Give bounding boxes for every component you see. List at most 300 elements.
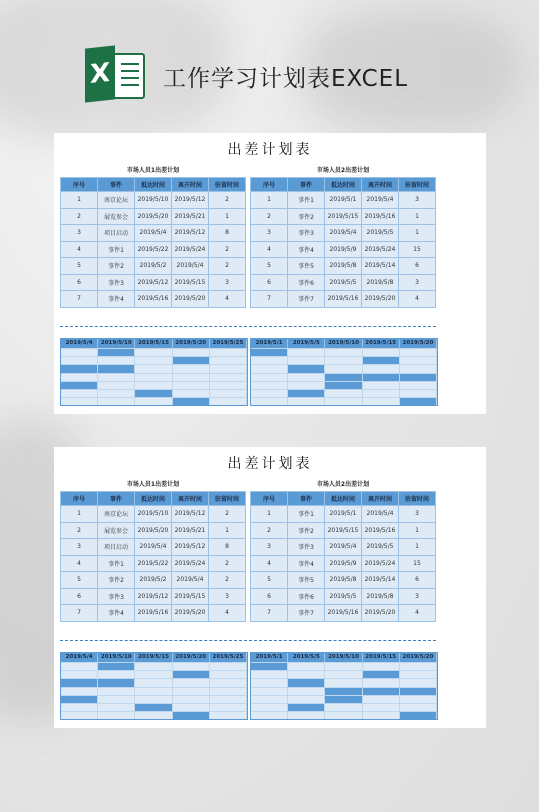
gantt-header xyxy=(61,339,247,348)
table-cell: 项目启动 xyxy=(98,225,135,242)
table-cell: 2 xyxy=(251,522,288,539)
table-cell: 2019/5/16 xyxy=(135,291,172,308)
table-cell: 事件4 xyxy=(288,555,325,572)
table-row xyxy=(61,225,246,242)
gantt-row xyxy=(61,348,247,356)
gantt-date-label: 2019/5/10 xyxy=(98,339,135,348)
table-cell: 2019/5/20 xyxy=(172,605,209,622)
gantt-cell xyxy=(251,356,288,364)
table-cell: 南京论坛 xyxy=(98,192,135,209)
table-cell: 2019/5/10 xyxy=(135,506,172,523)
table-row xyxy=(61,539,246,556)
column-header: 事件 xyxy=(288,492,325,506)
gantt-cell xyxy=(61,348,98,356)
gantt-row xyxy=(61,397,247,405)
gantt-row xyxy=(61,695,247,703)
excel-icon: X xyxy=(85,47,143,101)
gantt-cell xyxy=(98,389,135,397)
gantt-row xyxy=(61,703,247,711)
table-cell: 2 xyxy=(61,208,98,225)
table-cell: 5 xyxy=(251,572,288,589)
table-cell: 1 xyxy=(399,225,436,242)
gantt-row xyxy=(251,703,437,711)
table-cell: 2019/5/4 xyxy=(172,258,209,275)
table-cell: 事件1 xyxy=(98,555,135,572)
table-cell: 事件4 xyxy=(98,291,135,308)
table-cell: 7 xyxy=(251,291,288,308)
gantt-cell xyxy=(325,678,362,686)
table-cell: 2019/5/12 xyxy=(172,506,209,523)
table-row xyxy=(251,225,436,242)
table-cell: 南京论坛 xyxy=(98,506,135,523)
gantt-cell xyxy=(251,373,288,381)
table-cell: 2019/5/16 xyxy=(325,605,362,622)
gantt-cell xyxy=(400,348,437,356)
table-row xyxy=(251,506,436,523)
gantt-row xyxy=(61,662,247,670)
table-cell: 事件7 xyxy=(288,605,325,622)
table-cell: 3 xyxy=(399,274,436,291)
table-cell: 2019/5/2 xyxy=(135,258,172,275)
table-cell: 2019/5/15 xyxy=(172,588,209,605)
gantt-chart xyxy=(60,652,248,720)
gantt-cell xyxy=(98,687,135,695)
table-cell: 事件1 xyxy=(288,192,325,209)
gantt-cell xyxy=(400,670,437,678)
gantt-bar xyxy=(400,711,437,719)
table-cell: 3 xyxy=(251,539,288,556)
table-cell: 2019/5/20 xyxy=(135,522,172,539)
gantt-date-label: 2019/5/20 xyxy=(173,653,210,662)
table-cell: 5 xyxy=(251,258,288,275)
table-cell: 2019/5/8 xyxy=(362,588,399,605)
column-header: 离开时间 xyxy=(362,492,399,506)
gantt-cell xyxy=(173,678,210,686)
column-header: 驻留时间 xyxy=(209,492,246,506)
table-cell: 2019/5/8 xyxy=(325,258,362,275)
gantt-cell xyxy=(135,397,172,405)
gantt-row xyxy=(61,711,247,719)
table-cell: 1 xyxy=(399,539,436,556)
gantt-bar xyxy=(363,670,400,678)
table-row xyxy=(61,506,246,523)
table-cell: 3 xyxy=(209,274,246,291)
table-subtitle: 市场人员1出差计划 xyxy=(126,481,180,488)
gantt-cell xyxy=(173,373,210,381)
table-row xyxy=(251,605,436,622)
table-cell: 2019/5/9 xyxy=(325,241,362,258)
trip-table xyxy=(60,491,246,622)
gantt-cell xyxy=(400,695,437,703)
column-header: 驻留时间 xyxy=(399,492,436,506)
gantt-bar xyxy=(400,687,437,695)
table-cell: 2019/5/14 xyxy=(362,258,399,275)
gantt-row xyxy=(251,356,437,364)
table-cell: 2019/5/20 xyxy=(362,291,399,308)
gantt-bar xyxy=(325,373,362,381)
table-cell: 2019/5/24 xyxy=(362,555,399,572)
gantt-bar xyxy=(251,662,288,670)
table-row xyxy=(251,588,436,605)
table-cell: 2 xyxy=(209,241,246,258)
column-header: 驻留时间 xyxy=(209,178,246,192)
gantt-row xyxy=(61,364,247,372)
gantt-cell xyxy=(251,670,288,678)
gantt-cell xyxy=(363,703,400,711)
gantt-cell xyxy=(251,389,288,397)
gantt-cell xyxy=(98,711,135,719)
gantt-cell xyxy=(251,678,288,686)
gantt-cell xyxy=(98,397,135,405)
gantt-cell xyxy=(135,695,172,703)
column-header: 序号 xyxy=(61,178,98,192)
gantt-cell xyxy=(98,381,135,389)
gantt-row xyxy=(251,687,437,695)
column-header: 事件 xyxy=(98,178,135,192)
table-cell: 2019/5/15 xyxy=(325,208,362,225)
table-row xyxy=(251,291,436,308)
gantt-cell xyxy=(135,356,172,364)
gantt-date-label: 2019/5/10 xyxy=(325,653,362,662)
gantt-bar xyxy=(98,364,135,372)
gantt-cell xyxy=(135,662,172,670)
gantt-cell xyxy=(173,662,210,670)
gantt-cell xyxy=(210,678,247,686)
gantt-cell xyxy=(173,695,210,703)
table-cell: 项目启动 xyxy=(98,539,135,556)
table-cell: 4 xyxy=(399,291,436,308)
gantt-cell xyxy=(61,662,98,670)
table-cell: 1 xyxy=(399,522,436,539)
gantt-bar xyxy=(98,678,135,686)
table-cell: 2019/5/22 xyxy=(135,555,172,572)
gantt-cell xyxy=(135,670,172,678)
table-cell: 6 xyxy=(251,588,288,605)
gantt-bar xyxy=(173,397,210,405)
table-cell: 2019/5/12 xyxy=(172,539,209,556)
table-cell: 2019/5/16 xyxy=(362,522,399,539)
gantt-cell xyxy=(98,373,135,381)
dashed-divider xyxy=(60,326,436,327)
gantt-row xyxy=(251,373,437,381)
gantt-cell xyxy=(61,356,98,364)
gantt-cell xyxy=(251,397,288,405)
gantt-cell xyxy=(325,356,362,364)
column-header: 离开时间 xyxy=(172,178,209,192)
table-row xyxy=(251,539,436,556)
table-cell: 1 xyxy=(209,522,246,539)
table-cell: 展览参会 xyxy=(98,208,135,225)
column-header: 序号 xyxy=(61,492,98,506)
table-row xyxy=(61,555,246,572)
gantt-cell xyxy=(251,695,288,703)
gantt-cell xyxy=(173,389,210,397)
sheet-card xyxy=(54,133,486,414)
gantt-date-label: 2019/5/25 xyxy=(210,653,247,662)
table-cell: 4 xyxy=(399,605,436,622)
gantt-cell xyxy=(210,348,247,356)
column-header: 序号 xyxy=(251,492,288,506)
table-cell: 5 xyxy=(61,258,98,275)
table-cell: 6 xyxy=(61,274,98,291)
table-row xyxy=(61,605,246,622)
gantt-cell xyxy=(363,364,400,372)
gantt-date-label: 2019/5/1 xyxy=(251,653,288,662)
gantt-date-label: 2019/5/4 xyxy=(61,653,98,662)
gantt-bar xyxy=(363,687,400,695)
table-row xyxy=(61,522,246,539)
gantt-cell xyxy=(210,687,247,695)
gantt-date-label: 2019/5/5 xyxy=(288,653,325,662)
table-cell: 2019/5/16 xyxy=(362,208,399,225)
gantt-date-label: 2019/5/25 xyxy=(210,339,247,348)
gantt-bar xyxy=(251,348,288,356)
gantt-row xyxy=(61,670,247,678)
trip-table xyxy=(250,177,436,308)
gantt-bar xyxy=(173,670,210,678)
table-cell: 事件1 xyxy=(98,241,135,258)
table-cell: 事件5 xyxy=(288,258,325,275)
gantt-cell xyxy=(173,687,210,695)
gantt-bar xyxy=(325,695,362,703)
gantt-row xyxy=(61,687,247,695)
gantt-bar xyxy=(98,662,135,670)
gantt-cell xyxy=(400,678,437,686)
gantt-cell xyxy=(251,381,288,389)
gantt-cell xyxy=(288,373,325,381)
table-cell: 2019/5/1 xyxy=(325,506,362,523)
gantt-cell xyxy=(325,703,362,711)
table-cell: 2 xyxy=(61,522,98,539)
gantt-date-label: 2019/5/15 xyxy=(363,653,400,662)
gantt-bar xyxy=(325,687,362,695)
table-cell: 8 xyxy=(209,225,246,242)
table-cell: 4 xyxy=(209,291,246,308)
gantt-date-label: 2019/5/15 xyxy=(135,653,172,662)
gantt-cell xyxy=(98,703,135,711)
gantt-bar xyxy=(288,389,325,397)
table-cell: 2019/5/22 xyxy=(135,241,172,258)
table-cell: 2019/5/24 xyxy=(172,241,209,258)
table-cell: 2019/5/4 xyxy=(135,539,172,556)
gantt-cell xyxy=(400,662,437,670)
column-header: 驻留时间 xyxy=(399,178,436,192)
table-cell: 4 xyxy=(251,241,288,258)
gantt-row xyxy=(251,678,437,686)
gantt-row xyxy=(251,389,437,397)
table-row xyxy=(251,572,436,589)
table-row xyxy=(251,555,436,572)
gantt-cell xyxy=(325,389,362,397)
gantt-bar xyxy=(363,373,400,381)
gantt-cell xyxy=(325,711,362,719)
table-cell: 15 xyxy=(399,241,436,258)
table-cell: 4 xyxy=(251,555,288,572)
table-cell: 6 xyxy=(399,258,436,275)
gantt-cell xyxy=(135,381,172,389)
gantt-cell xyxy=(173,703,210,711)
gantt-cell xyxy=(61,373,98,381)
table-cell: 3 xyxy=(209,588,246,605)
table-cell: 事件3 xyxy=(98,274,135,291)
sheet-card xyxy=(54,447,486,728)
table-cell: 1 xyxy=(209,208,246,225)
table-cell: 2019/5/15 xyxy=(172,274,209,291)
gantt-cell xyxy=(135,687,172,695)
gantt-bar xyxy=(325,381,362,389)
gantt-cell xyxy=(61,389,98,397)
table-cell: 2019/5/5 xyxy=(362,225,399,242)
table-cell: 2019/5/4 xyxy=(135,225,172,242)
gantt-cell xyxy=(251,364,288,372)
column-header: 离开时间 xyxy=(172,492,209,506)
table-row xyxy=(61,258,246,275)
table-cell: 事件3 xyxy=(288,225,325,242)
gantt-cell xyxy=(288,662,325,670)
table-cell: 3 xyxy=(399,192,436,209)
gantt-cell xyxy=(210,670,247,678)
gantt-cell xyxy=(363,397,400,405)
gantt-cell xyxy=(400,381,437,389)
table-row xyxy=(61,241,246,258)
gantt-bar xyxy=(363,356,400,364)
gantt-cell xyxy=(210,662,247,670)
table-cell: 2 xyxy=(209,506,246,523)
table-row xyxy=(61,208,246,225)
table-cell: 2019/5/4 xyxy=(325,539,362,556)
table-cell: 2019/5/4 xyxy=(325,225,362,242)
table-cell: 2019/5/4 xyxy=(172,572,209,589)
table-cell: 事件3 xyxy=(98,588,135,605)
gantt-cell xyxy=(325,364,362,372)
table-cell: 2 xyxy=(209,555,246,572)
table-cell: 2019/5/12 xyxy=(172,192,209,209)
table-cell: 事件4 xyxy=(288,241,325,258)
gantt-bar xyxy=(135,389,172,397)
sheet-title: 出差计划表 xyxy=(227,456,313,472)
gantt-cell xyxy=(251,703,288,711)
gantt-cell xyxy=(400,389,437,397)
column-header: 抵达时间 xyxy=(135,492,172,506)
gantt-cell xyxy=(173,364,210,372)
gantt-row xyxy=(251,670,437,678)
gantt-cell xyxy=(210,695,247,703)
gantt-date-label: 2019/5/20 xyxy=(400,653,437,662)
gantt-cell xyxy=(173,348,210,356)
gantt-bar xyxy=(61,364,98,372)
table-cell: 2019/5/8 xyxy=(362,274,399,291)
gantt-date-label: 2019/5/1 xyxy=(251,339,288,348)
table-cell: 2 xyxy=(209,258,246,275)
table-cell: 事件6 xyxy=(288,274,325,291)
gantt-cell xyxy=(288,356,325,364)
table-cell: 2019/5/12 xyxy=(135,588,172,605)
column-header: 抵达时间 xyxy=(135,178,172,192)
trip-table xyxy=(250,491,436,622)
table-cell: 2019/5/4 xyxy=(362,192,399,209)
gantt-cell xyxy=(400,703,437,711)
table-cell: 事件2 xyxy=(98,572,135,589)
table-cell: 2019/5/24 xyxy=(362,241,399,258)
gantt-date-label: 2019/5/20 xyxy=(400,339,437,348)
table-cell: 2019/5/5 xyxy=(325,588,362,605)
table-cell: 2019/5/21 xyxy=(172,208,209,225)
table-cell: 事件3 xyxy=(288,539,325,556)
gantt-cell xyxy=(210,711,247,719)
gantt-bar xyxy=(173,356,210,364)
gantt-row xyxy=(251,364,437,372)
table-cell: 事件2 xyxy=(98,258,135,275)
gantt-cell xyxy=(135,373,172,381)
table-cell: 4 xyxy=(61,241,98,258)
table-subtitle: 市场人员2出差计划 xyxy=(316,167,370,174)
gantt-row xyxy=(251,662,437,670)
table-cell: 2019/5/1 xyxy=(325,192,362,209)
dashed-divider xyxy=(60,640,436,641)
gantt-cell xyxy=(251,687,288,695)
gantt-cell xyxy=(363,348,400,356)
column-header: 抵达时间 xyxy=(325,492,362,506)
table-row xyxy=(61,192,246,209)
gantt-cell xyxy=(363,695,400,703)
gantt-row xyxy=(61,389,247,397)
gantt-cell xyxy=(135,711,172,719)
table-cell: 2019/5/9 xyxy=(325,555,362,572)
gantt-row xyxy=(251,711,437,719)
table-cell: 2019/5/15 xyxy=(325,522,362,539)
table-cell: 2 xyxy=(251,208,288,225)
gantt-date-label: 2019/5/10 xyxy=(98,653,135,662)
table-cell: 2 xyxy=(209,572,246,589)
gantt-cell xyxy=(61,397,98,405)
gantt-cell xyxy=(288,711,325,719)
gantt-cell xyxy=(325,670,362,678)
gantt-date-label: 2019/5/20 xyxy=(173,339,210,348)
gantt-cell xyxy=(210,389,247,397)
table-cell: 2019/5/20 xyxy=(172,291,209,308)
gantt-row xyxy=(61,678,247,686)
table-row xyxy=(61,588,246,605)
table-row xyxy=(251,241,436,258)
table-cell: 2019/5/21 xyxy=(172,522,209,539)
table-cell: 2019/5/12 xyxy=(172,225,209,242)
table-row xyxy=(61,291,246,308)
table-cell: 7 xyxy=(61,291,98,308)
table-cell: 15 xyxy=(399,555,436,572)
table-cell: 4 xyxy=(209,605,246,622)
table-cell: 3 xyxy=(61,539,98,556)
gantt-cell xyxy=(61,670,98,678)
table-cell: 2019/5/16 xyxy=(135,605,172,622)
gantt-cell xyxy=(288,348,325,356)
gantt-cell xyxy=(210,703,247,711)
gantt-bar xyxy=(400,373,437,381)
table-cell: 3 xyxy=(251,225,288,242)
gantt-bar xyxy=(288,364,325,372)
gantt-cell xyxy=(400,364,437,372)
column-header: 抵达时间 xyxy=(325,178,362,192)
gantt-cell xyxy=(210,373,247,381)
table-cell: 1 xyxy=(251,192,288,209)
gantt-cell xyxy=(288,695,325,703)
gantt-chart xyxy=(250,338,438,406)
gantt-row xyxy=(61,381,247,389)
gantt-cell xyxy=(173,381,210,389)
table-cell: 1 xyxy=(251,506,288,523)
sheet-title: 出差计划表 xyxy=(227,142,313,158)
table-cell: 2019/5/14 xyxy=(362,572,399,589)
gantt-header xyxy=(251,653,437,662)
